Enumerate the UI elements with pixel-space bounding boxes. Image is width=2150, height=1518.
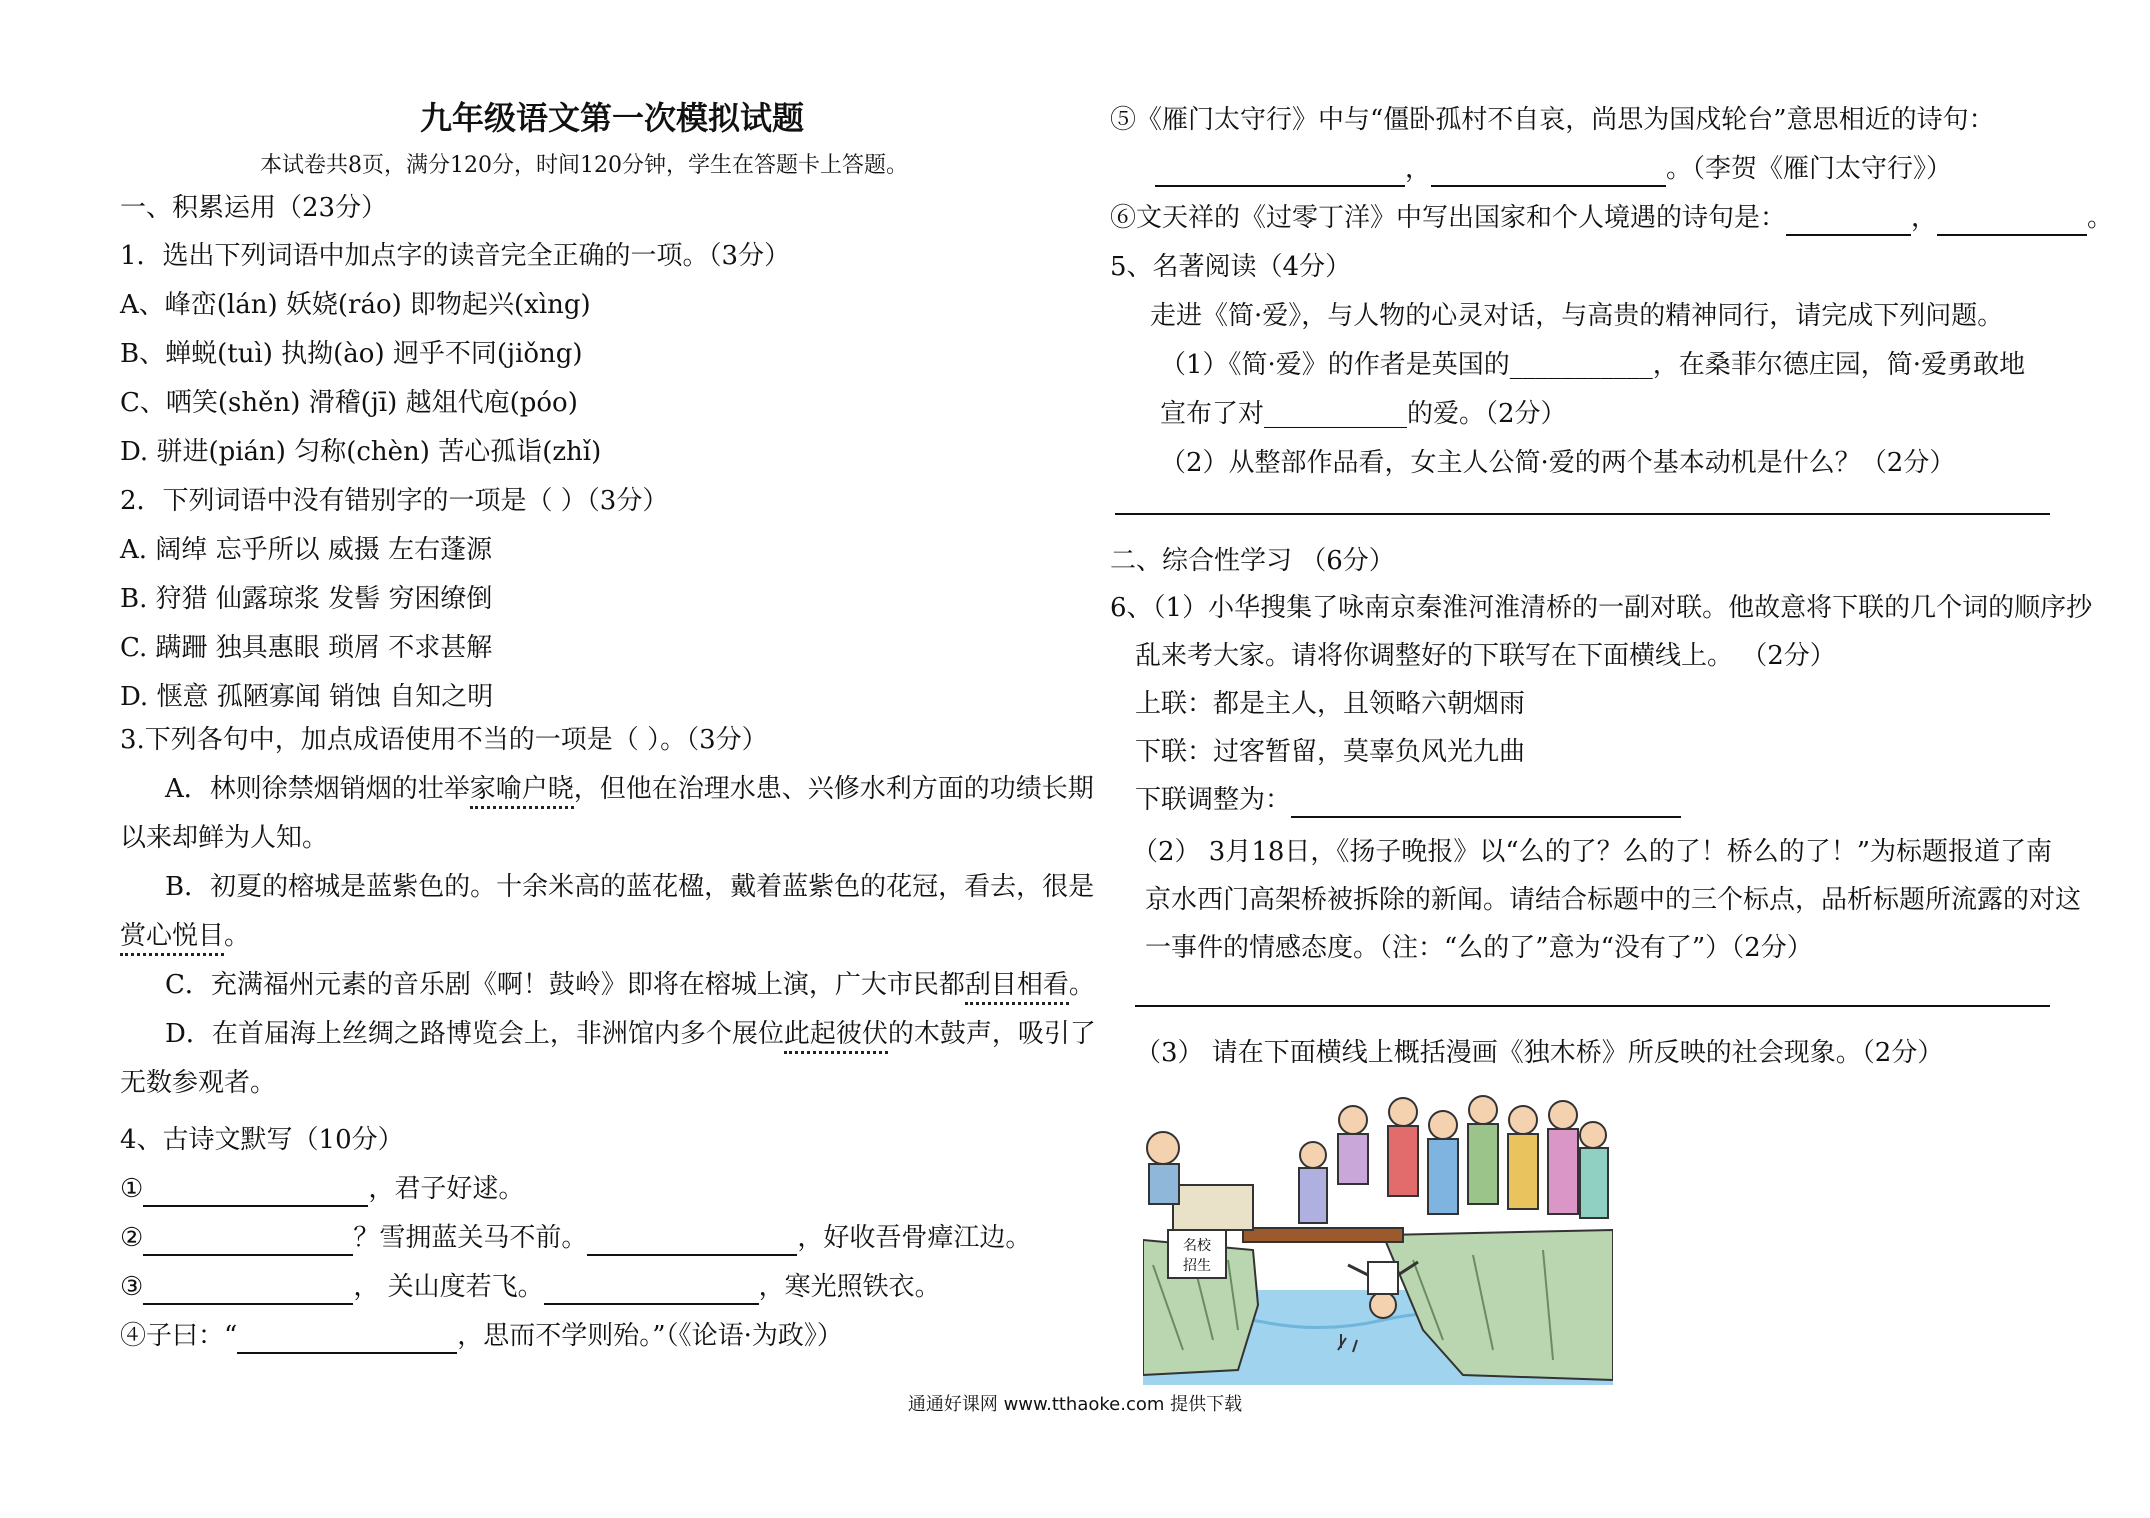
q4-text-2a: ？雪拥蓝关马不前。 bbox=[353, 1223, 588, 1253]
q6-part1-line1: 6、（1）小华搜集了咏南京秦淮河淮清桥的一副对联。他故意将下联的几个词的顺序抄 bbox=[1110, 593, 2093, 623]
answer-blank[interactable] bbox=[143, 1275, 353, 1305]
answer-blank[interactable] bbox=[587, 1226, 797, 1256]
couplet-adjust-label: 下联调整为： bbox=[1135, 785, 1292, 815]
q3-option-b-line2 bbox=[120, 918, 250, 954]
page-title: 九年级语文第一次模拟试题 bbox=[420, 99, 805, 137]
answer-blank[interactable] bbox=[1786, 206, 1911, 236]
couplet-adjust bbox=[1135, 782, 1681, 818]
couplet-lower: 下联：过客暂留，莫辜负风光九曲 bbox=[1135, 737, 1526, 767]
plank-bridge bbox=[1243, 1228, 1403, 1242]
q4-sep-6: ， bbox=[1911, 203, 1938, 233]
q1-option-a: A、峰峦(lán) 妖娆(ráo) 即物起兴(xìng) bbox=[120, 290, 591, 320]
q3-option-a-line2: 以来却鲜为人知。 bbox=[120, 823, 329, 853]
q3-c-end: 。 bbox=[1068, 970, 1095, 1000]
enrollment-desk bbox=[1173, 1185, 1253, 1230]
answer-blank[interactable] bbox=[1155, 157, 1405, 187]
q6-part2-line2: 京水西门高架桥被拆除的新闻。请结合标题中的三个标点，品析标题所流露的对这 bbox=[1145, 885, 2082, 915]
official-head bbox=[1147, 1132, 1179, 1164]
couplet-upper: 上联：都是主人，且领略六朝烟雨 bbox=[1135, 689, 1526, 719]
q3-a-idiom: 家喻户晓 bbox=[470, 774, 574, 809]
q2-option-d: D. 惬意 孤陋寡闻 销蚀 自知之明 bbox=[120, 682, 494, 712]
q4-line-6 bbox=[1110, 200, 2113, 236]
q2-option-c: C. 蹒跚 独具惠眼 琐屑 不求甚解 bbox=[120, 633, 493, 663]
q3-option-b-line1: B．初夏的榕城是蓝紫色的。十余米高的蓝花楹，戴着蓝紫色的花冠，看去，很是 bbox=[165, 872, 1095, 902]
q1-stem: 1．选出下列词语中加点字的读音完全正确的一项。（3分） bbox=[120, 241, 791, 271]
section-heading-2: 二、综合性学习 （6分） bbox=[1110, 546, 1395, 576]
page-subtitle: 本试卷共8页，满分120分，时间120分钟，学生在答题卡上答题。 bbox=[260, 153, 908, 178]
q2-option-a: A. 阔绰 忘乎所以 威摄 左右蓬源 bbox=[120, 535, 493, 565]
answer-blank[interactable] bbox=[143, 1226, 353, 1256]
cartoon-single-plank-bridge bbox=[1143, 1090, 1613, 1385]
q4-stem: 4、古诗文默写（10分） bbox=[120, 1125, 404, 1155]
q4-line-1 bbox=[120, 1171, 524, 1207]
q3-c-idiom: 刮目相看 bbox=[965, 970, 1069, 1005]
q4-mark-1: ① bbox=[120, 1174, 144, 1204]
q3-b-end: 。 bbox=[224, 921, 251, 951]
q6-part2-line3: 一事件的情感态度。（注：“么的了”意为“没有了”）（2分） bbox=[1145, 933, 1813, 963]
answer-blank[interactable] bbox=[1431, 157, 1666, 187]
q2-stem: 2．下列词语中没有错别字的一项是（ ）（3分） bbox=[120, 486, 669, 516]
q6-part3: （3） 请在下面横线上概括漫画《独木桥》所反映的社会现象。（2分） bbox=[1135, 1038, 1944, 1068]
section-heading-1: 一、积累运用（23分） bbox=[120, 193, 388, 223]
q3-option-c bbox=[165, 967, 1095, 1003]
q1-option-c: C、哂笑(shěn) 滑稽(jī) 越俎代庖(póo) bbox=[120, 388, 578, 418]
q4-text-4b: ，思而不学则殆。”（《论语·为政》） bbox=[457, 1321, 843, 1351]
q4-text-5b: 。（李贺《雁门太守行》） bbox=[1666, 154, 1953, 184]
q4-line-3 bbox=[120, 1269, 941, 1305]
q3-c-text: C．充满福州元素的音乐剧《啊！鼓岭》即将在榕城上演，广大市民都 bbox=[165, 970, 965, 1000]
q4-mark-3: ③ bbox=[120, 1272, 144, 1302]
answer-blank[interactable] bbox=[1937, 206, 2087, 236]
q4-line-2 bbox=[120, 1220, 1031, 1256]
q3-option-d-line2: 无数参观者。 bbox=[120, 1068, 277, 1098]
sign-text-2: 招生 bbox=[1183, 1258, 1211, 1274]
q3-b-idiom: 赏心悦目 bbox=[120, 921, 224, 956]
answer-blank[interactable] bbox=[237, 1324, 457, 1354]
q4-line-5-answers bbox=[1155, 151, 1952, 187]
q4-text-3b: ，寒光照铁衣。 bbox=[758, 1272, 941, 1302]
q3-d-idiom: 此起彼伏 bbox=[784, 1019, 888, 1054]
q3-stem: 3.下列各句中，加点成语使用不当的一项是（ ）。（3分） bbox=[120, 725, 768, 755]
official-body bbox=[1149, 1164, 1179, 1204]
q1-option-b: B、蝉蜕(tuì) 执拗(ào) 迥乎不同(jiǒng) bbox=[120, 339, 583, 369]
q4-line-4 bbox=[120, 1318, 843, 1354]
q4-end-6: 。 bbox=[2087, 203, 2114, 233]
q4-sep-5: ， bbox=[1405, 154, 1432, 184]
q2-option-b: B. 狩猎 仙露琼浆 发髻 穷困缭倒 bbox=[120, 584, 493, 614]
q4-mark-2: ② bbox=[120, 1223, 144, 1253]
answer-blank[interactable] bbox=[143, 1177, 368, 1207]
q4-text-2b: ，好收吾骨瘴江边。 bbox=[797, 1223, 1032, 1253]
q4-line-5: ⑤《雁门太守行》中与“僵卧孤村不自哀，尚思为国戍轮台”意思相近的诗句： bbox=[1110, 105, 1995, 135]
q5-intro: 走进《简·爱》，与人物的心灵对话，与高贵的精神同行，请完成下列问题。 bbox=[1150, 301, 2004, 331]
sign-text-1: 名校 bbox=[1183, 1238, 1211, 1254]
q3-d-text-rest: 的木鼓声，吸引了 bbox=[887, 1019, 1096, 1049]
q6-part2-line1: （2） 3月18日，《扬子晚报》以“么的了？么的了！桥么的了！”为标题报道了南 bbox=[1132, 837, 2053, 867]
footer: 通通好课网 www.tthaoke.com 提供下载 bbox=[907, 1394, 1243, 1415]
q3-d-text: D．在首届海上丝绸之路博览会上，非洲馆内多个展位 bbox=[165, 1019, 784, 1049]
q3-a-text-rest: ，但他在治理水患、兴修水利方面的功绩长期 bbox=[573, 774, 1094, 804]
q5-part2: （2）从整部作品看，女主人公简·爱的两个基本动机是什么？（2分） bbox=[1160, 448, 1956, 478]
q4-text-4a: ④子曰：“ bbox=[120, 1321, 238, 1351]
q5-stem: 5、名著阅读（4分） bbox=[1110, 252, 1352, 282]
q5-part1-line1: （1）《简·爱》的作者是英国的___________，在桑菲尔德庄园，简·爱勇敢地 bbox=[1160, 350, 2026, 380]
q5-part1-line2: 宣布了对___________的爱。（2分） bbox=[1160, 399, 1567, 429]
answer-line[interactable] bbox=[1115, 513, 2050, 515]
q4-text-3a: ， 关山度若飞。 bbox=[353, 1272, 544, 1302]
q6-part1-line2: 乱来考大家。请将你调整好的下联写在下面横线上。 （2分） bbox=[1135, 641, 1836, 671]
q3-a-text: A．林则徐禁烟销烟的壮举 bbox=[165, 774, 470, 804]
q4-text-1: ，君子好逑。 bbox=[368, 1174, 525, 1204]
answer-line[interactable] bbox=[1135, 1005, 2050, 1007]
q4-text-6: ⑥文天祥的《过零丁洋》中写出国家和个人境遇的诗句是： bbox=[1110, 203, 1787, 233]
q3-option-d-line1 bbox=[165, 1016, 1096, 1052]
q1-option-d: D. 骈进(pián) 匀称(chèn) 苦心孤诣(zhǐ) bbox=[120, 437, 602, 467]
answer-blank[interactable] bbox=[1291, 788, 1681, 818]
answer-blank[interactable] bbox=[544, 1275, 759, 1305]
q3-option-a-line1 bbox=[165, 771, 1094, 807]
